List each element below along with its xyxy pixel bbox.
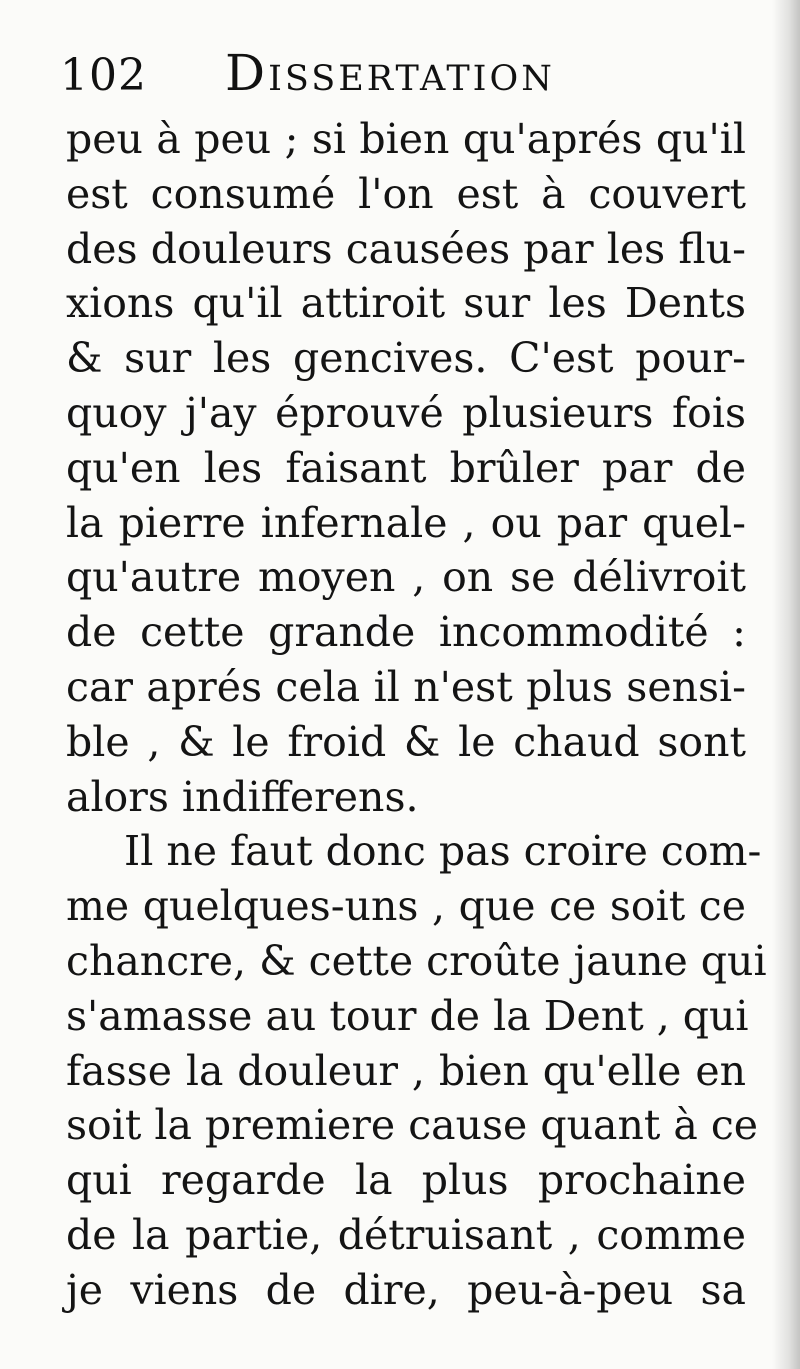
text-line: s'amasse au tour de la Dent , qui — [66, 991, 749, 1040]
text-line: qu'autre moyen , on se délivroit — [66, 553, 746, 602]
text-line: je viens de dire, peu-à-peu sa — [66, 1265, 746, 1314]
text-line: quoy j'ay éprouvé plusieurs fois — [66, 388, 746, 437]
running-head — [60, 40, 740, 110]
text-line: xions qu'il attiroit sur les Dents — [66, 279, 746, 328]
text-line: chancre, & cette croûte jaune qui — [66, 936, 767, 985]
running-title: Dissertation — [225, 44, 555, 102]
paragraph-first-line: Il ne faut donc pas croire com- — [124, 827, 762, 876]
text-line: car aprés cela il n'est plus sensi- — [66, 662, 746, 711]
text-line: me quelques-uns , que ce soit ce — [66, 882, 746, 931]
text-line: qu'en les faisant brûler par de — [66, 443, 746, 492]
text-line: & sur les gencives. C'est pour- — [66, 334, 746, 383]
text-line: de cette grande incommodité : — [66, 608, 746, 657]
text-line: des douleurs causées par les flu- — [66, 224, 746, 273]
text-line: fasse la douleur , bien qu'elle en — [66, 1046, 746, 1095]
text-line: la pierre infernale , ou par quel- — [66, 498, 746, 547]
text-line: soit la premiere cause quant à ce — [66, 1101, 759, 1150]
text-line: est consumé l'on est à couvert — [66, 169, 746, 218]
body-text — [66, 112, 767, 1318]
paragraph-end-line: alors indifferens. — [66, 772, 419, 821]
binding-shadow — [772, 0, 800, 1369]
page-number: 102 — [60, 50, 147, 101]
text-line: peu à peu ; si bien qu'aprés qu'il — [66, 115, 746, 163]
text-line: ble , & le froid & le chaud sont — [66, 717, 746, 766]
text-line: qui regarde la plus prochaine — [66, 1156, 746, 1205]
text-line: de la partie, détruisant , comme — [66, 1210, 746, 1259]
